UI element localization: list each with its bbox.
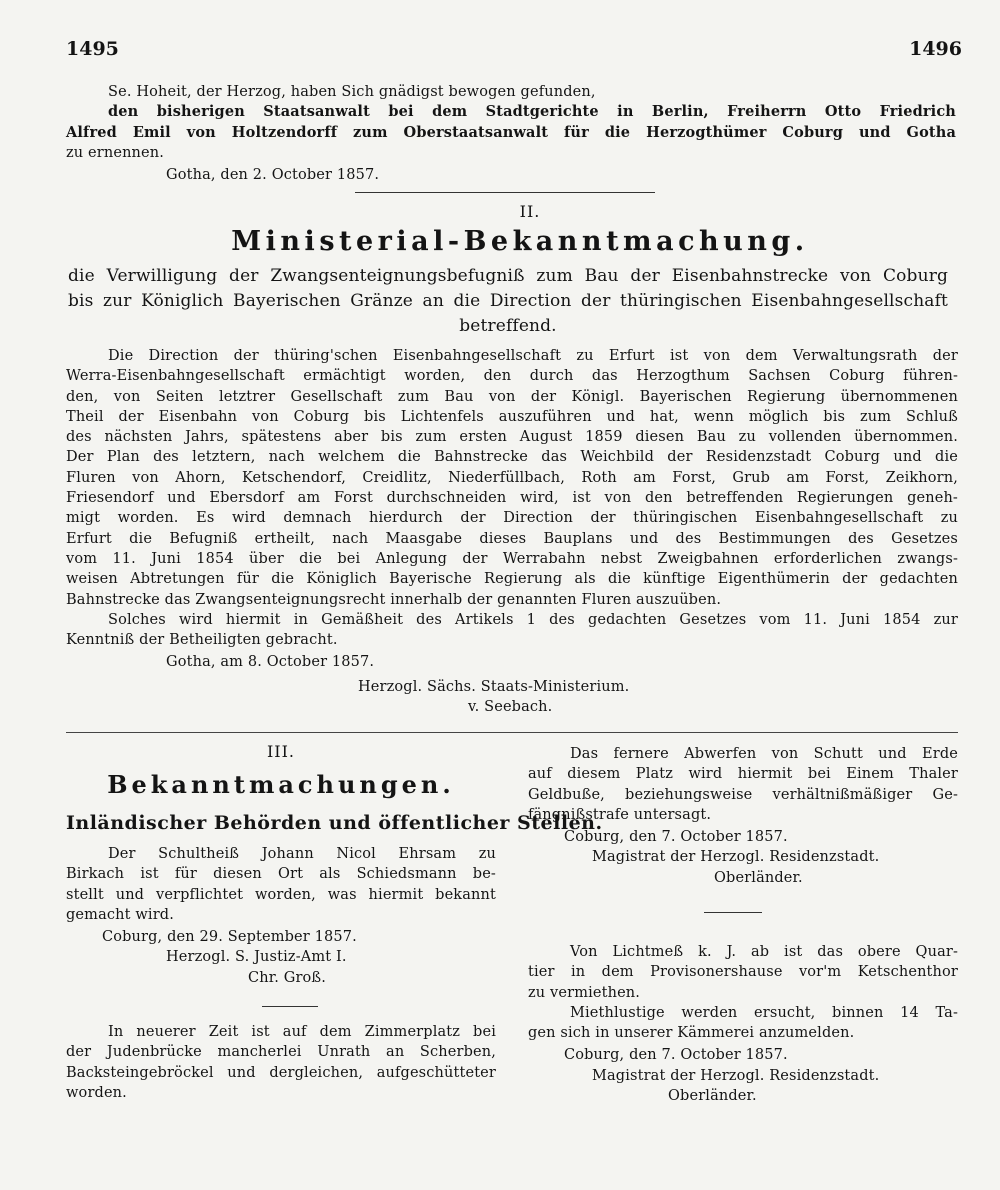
section-iii-numeral: III. — [266, 742, 296, 761]
notice-divider — [704, 912, 762, 913]
body-line: Bahnstrecke das Zwangsenteignungsrecht innerhalb der genannten Fluren auszuüben. — [66, 591, 722, 608]
subject-line: die Verwilligung der Zwangsenteignungsbefugniß zum Bau der Eisenbahnstrecke von Coburg — [68, 266, 948, 286]
page-number-right: 1496 — [909, 38, 962, 60]
body-line: den, von Seiten letztrer Gesellschaft zum Bau von der Königl. Bayerischen Regierung übernommenen — [66, 388, 958, 405]
notice-line: gen sich in unserer Kämmerei anzumelden. — [528, 1025, 855, 1042]
section-divider — [66, 732, 958, 733]
notice-office: Magistrat der Herzogl. Residenzstadt. — [592, 1067, 880, 1084]
notice-dateline: Coburg, den 7. October 1857. — [564, 829, 788, 846]
section-ii-ministry: Herzogl. Sächs. Staats-Ministerium. — [358, 678, 630, 695]
body-line: weisen Abtretungen für die Königlich Bayerische Regierung als die künftige Eigenthümerin der gedachten — [66, 571, 958, 588]
notice-divider — [262, 1006, 318, 1007]
body-line: migt worden. Es wird demnach hierdurch der Direction der thüringischen Eisenbahngesellschaft zu — [66, 510, 958, 527]
notice-line: tier in dem Provisonershause vor'm Ketschenthor — [528, 964, 958, 981]
notice-line: Backsteingebröckel und dergleichen, aufgeschütteter — [66, 1064, 496, 1081]
notice-line: fängnißstrafe untersagt. — [528, 806, 712, 823]
top-notice-line: zu ernennen. — [66, 144, 165, 161]
notice-line: Das fernere Abwerfen von Schutt und Erde — [570, 746, 958, 762]
notice-line: Geldbuße, beziehungsweise verhältnißmäßiger Ge- — [528, 786, 958, 803]
subject-line: bis zur Königlich Bayerischen Gränze an die Direction der thüringischen Eisenbahngesellschaft — [68, 291, 948, 311]
notice-line: stellt und verpflichtet worden, was hiermit bekannt — [66, 886, 496, 903]
section-ii-numeral: II. — [519, 202, 541, 221]
body-line: Werra-Eisenbahngesellschaft ermächtigt worden, den durch das Herzogthum Sachsen Coburg führen- — [66, 368, 958, 385]
notice-signatory: Chr. Groß. — [248, 969, 327, 986]
notice-line: zu vermiethen. — [528, 984, 641, 1001]
top-notice-line: den bisherigen Staatsanwalt bei dem Stadtgerichte in Berlin, Freiherrn Otto Friedrich — [108, 103, 956, 121]
body-line: Die Direction der thüring'schen Eisenbahngesellschaft zu Erfurt ist von dem Verwaltungsrath der — [108, 348, 958, 364]
body-line: vom 11. Juni 1854 über die bei Anlegung der Werrabahn nebst Zweigbahnen erforderlichen zwangs- — [66, 550, 958, 567]
body-line: Fluren von Ahorn, Ketschendorf, Creidlitz, Niederfüllbach, Roth am Forst, Grub am Forst, Zeikhorn, — [66, 469, 958, 486]
notice-line: auf diesem Platz wird hiermit bei Einem Thaler — [528, 766, 958, 783]
body-line: Erfurt die Befugniß ertheilt, nach Maasgabe dieses Bauplans und des Bestimmungen des Gesetzes — [66, 530, 958, 547]
section-ii-dateline: Gotha, am 8. October 1857. — [166, 654, 375, 671]
notice-line: der Judenbrücke mancherlei Unrath an Scherben, — [66, 1044, 496, 1061]
notice-signatory: Oberländer. — [668, 1088, 757, 1105]
top-notice — [66, 82, 956, 185]
section-ii-heading: Ministerial-Bekanntmachung. — [231, 226, 809, 257]
notice-line: Miethlustige werden ersucht, binnen 14 Ta- — [570, 1004, 958, 1021]
notice-line: Birkach ist für diesen Ort als Schiedsmann be- — [66, 866, 496, 883]
notice-dateline: Coburg, den 29. September 1857. — [102, 929, 357, 946]
top-notice-line: Se. Hoheit, der Herzog, haben Sich gnädigst bewogen gefunden, — [108, 84, 596, 100]
notice-line: worden. — [66, 1084, 127, 1101]
section-iii-heading: Bekanntmachungen. — [107, 770, 455, 799]
body-line: Der Plan des letztern, nach welchem die Bahnstrecke das Weichbild der Residenzstadt Coburg und die — [66, 449, 958, 466]
subject-line: betreffend. — [459, 316, 557, 336]
closing-line: Solches wird hiermit in Gemäßheit des Artikels 1 des gedachten Gesetzes vom 11. Juni 1854 zur — [108, 611, 958, 628]
notice-provisonershaus — [528, 942, 958, 1106]
notice-ehrsam — [66, 844, 496, 988]
section-ii-subject — [68, 264, 948, 339]
notice-line: Der Schultheiß Johann Nicol Ehrsam zu — [108, 846, 496, 862]
section-divider — [355, 192, 655, 193]
page-number-left: 1495 — [66, 38, 119, 60]
notice-dateline: Coburg, den 7. October 1857. — [564, 1047, 788, 1064]
section-ii-body — [66, 346, 958, 717]
closing-line: Kenntniß der Betheiligten gebracht. — [66, 632, 338, 649]
notice-line: gemacht wird. — [66, 906, 174, 923]
notice-line: Von Lichtmeß k. J. ab ist das obere Quar- — [570, 944, 958, 960]
notice-signatory: Oberländer. — [714, 869, 803, 886]
section-iii-subheading: Inländischer Behörden und öffentlicher Stellen. — [66, 812, 603, 834]
body-line: Friesendorf und Ebersdorf am Forst durchschneiden wird, ist von den betreffenden Regierungen geneh- — [66, 490, 958, 507]
body-line: Theil der Eisenbahn von Coburg bis Lichtenfels auszuführen und hat, wenn möglich bis zum Schluß — [66, 408, 958, 425]
top-notice-dateline: Gotha, den 2. October 1857. — [166, 167, 380, 184]
notice-office: Magistrat der Herzogl. Residenzstadt. — [592, 849, 880, 866]
notice-office: Herzogl. S. Justiz-Amt I. — [166, 949, 347, 966]
body-line: des nächsten Jahrs, spätestens aber bis zum ersten August 1859 diesen Bau zu vollenden übernommen. — [66, 429, 958, 446]
notice-zimmerplatz — [66, 1022, 496, 1103]
section-ii-signatory: v. Seebach. — [468, 699, 553, 716]
notice-zimmerplatz-continued — [528, 744, 958, 888]
top-notice-line: Alfred Emil von Holtzendorff zum Oberstaatsanwalt für die Herzogthümer Coburg und Gotha — [66, 123, 956, 141]
notice-line: In neuerer Zeit ist auf dem Zimmerplatz bei — [108, 1024, 496, 1040]
